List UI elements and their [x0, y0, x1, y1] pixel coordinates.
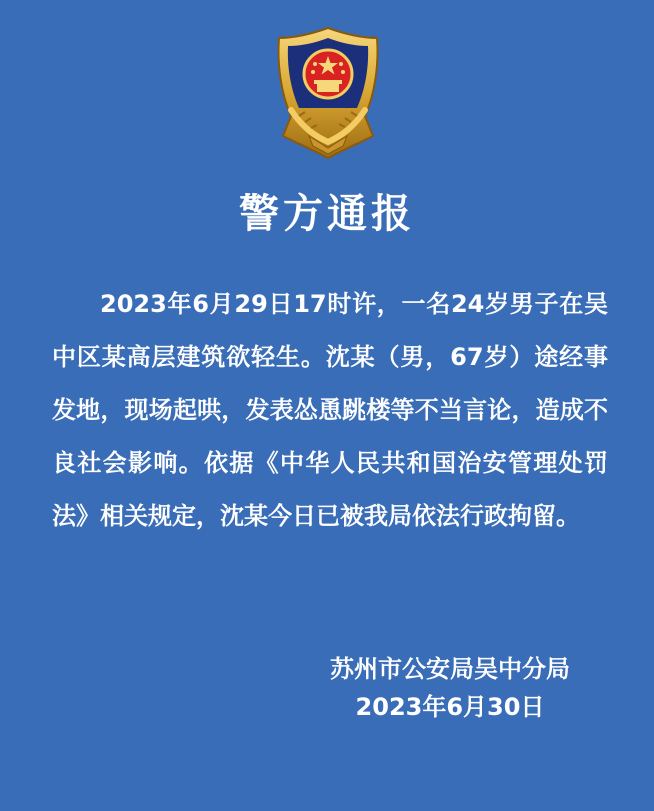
notice-body: 2023年6月29日17时许，一名24岁男子在吴中区某高层建筑欲轻生。沈某（男，67岁）途经事发地，现场起哄，发表怂恿跳楼等不当言论，造成不良社会影响。依据《中华人民共和国治安管理处罚法》相关规定，沈某今日已被我局依法行政拘留。	[52, 290, 608, 530]
police-emblem-icon	[269, 24, 387, 160]
issue-date: 2023年6月30日	[355, 693, 545, 721]
notice-title: 警方通报	[239, 191, 415, 237]
issuer-name: 苏州市公安局吴中分局	[330, 655, 570, 683]
signature-block	[300, 650, 600, 726]
